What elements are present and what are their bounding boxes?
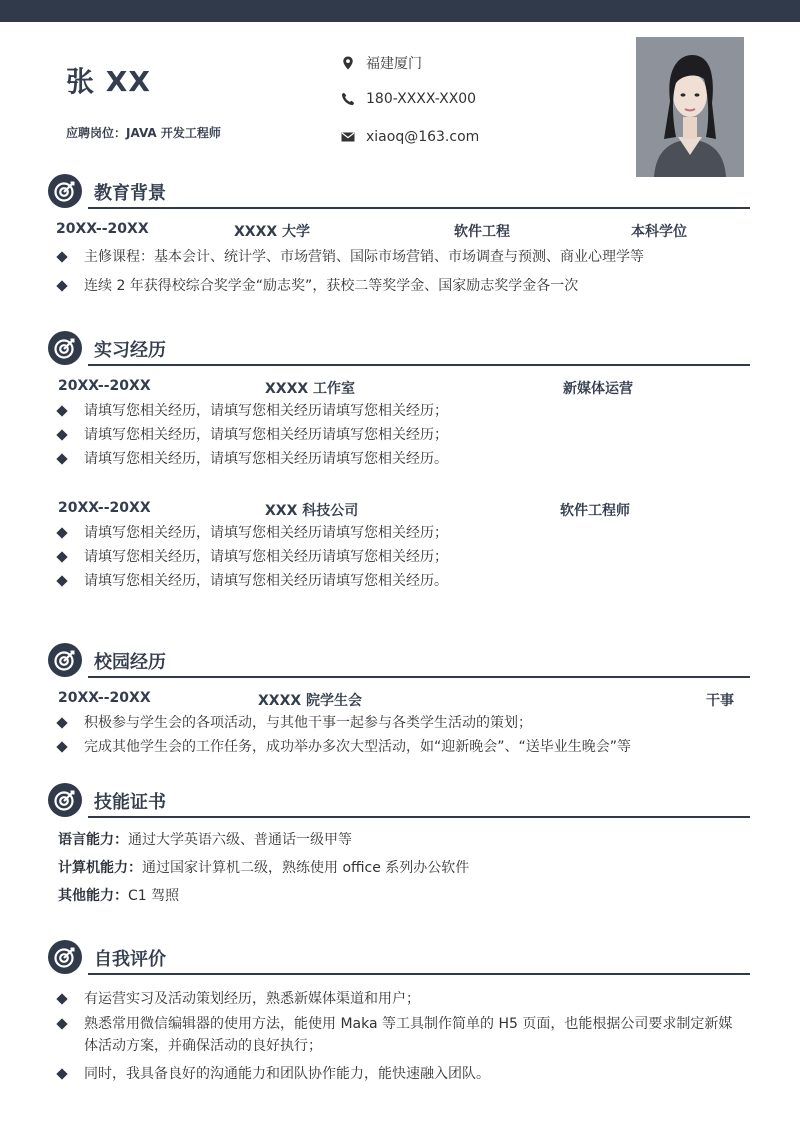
- section-divider: [88, 207, 750, 209]
- campus-org: XXXX 院学生会: [258, 693, 363, 709]
- list-item: 请填写您相关经历，请填写您相关经历请填写您相关经历。: [58, 448, 724, 470]
- list-item: 请填写您相关经历，请填写您相关经历请填写您相关经历；: [58, 546, 724, 568]
- intern1-org: XXXX 工作室: [265, 381, 356, 397]
- target-icon: [48, 783, 82, 817]
- section-title: 校园经历: [94, 652, 166, 673]
- section-education: [48, 174, 750, 210]
- section-divider: [88, 676, 750, 678]
- applied-position: 应聘岗位：JAVA 开发工程师: [66, 126, 221, 140]
- diamond-bullet-icon: [56, 453, 67, 464]
- list-item: 连续 2 年获得校综合奖学金“励志奖”，获校二等奖学金、国家励志奖学金各一次: [58, 275, 724, 297]
- edu-major: 软件工程: [454, 224, 510, 240]
- list-item: 同时，我具备良好的沟通能力和团队协作能力，能快速融入团队。: [58, 1063, 724, 1085]
- email-icon: [340, 129, 356, 145]
- diamond-bullet-icon: [56, 1068, 67, 1079]
- diamond-bullet-icon: [56, 251, 67, 262]
- location-pin-icon: [340, 55, 356, 71]
- edu-degree: 本科学位: [631, 224, 687, 240]
- diamond-bullet-icon: [56, 1018, 67, 1029]
- target-icon: [48, 643, 82, 677]
- section-campus: [48, 643, 750, 679]
- section-skills: [48, 783, 750, 819]
- campus-role: 干事: [706, 693, 734, 709]
- list-item: 请填写您相关经历，请填写您相关经历请填写您相关经历；: [58, 424, 724, 446]
- list-item: 请填写您相关经历，请填写您相关经历请填写您相关经历；: [58, 400, 724, 422]
- section-title: 教育背景: [94, 183, 166, 204]
- intern2-period: 20XX--20XX: [58, 500, 151, 516]
- section-internship: [48, 331, 750, 367]
- section-divider: [88, 816, 750, 818]
- skill-language: 语言能力：通过大学英语六级、普通话一级甲等: [58, 832, 352, 848]
- edu-school: XXXX 大学: [234, 224, 311, 240]
- skill-computer: 计算机能力：通过国家计算机二级，熟练使用 office 系列办公软件: [58, 860, 470, 876]
- list-item: 请填写您相关经历，请填写您相关经历请填写您相关经历。: [58, 570, 724, 592]
- profile-photo: [636, 37, 744, 177]
- section-divider: [88, 973, 750, 975]
- candidate-name: 张 XX: [66, 65, 151, 98]
- target-icon: [48, 940, 82, 974]
- diamond-bullet-icon: [56, 993, 67, 1004]
- phone-text: 180-XXXX-XX00: [366, 91, 477, 107]
- list-item: 主修课程：基本会计、统计学、市场营销、国际市场营销、市场调查与预测、商业心理学等: [58, 246, 724, 268]
- section-divider: [88, 364, 750, 366]
- target-icon: [48, 331, 82, 365]
- diamond-bullet-icon: [56, 575, 67, 586]
- top-bar: [0, 0, 800, 22]
- list-item: 请填写您相关经历，请填写您相关经历请填写您相关经历；: [58, 522, 724, 544]
- diamond-bullet-icon: [56, 527, 67, 538]
- contact-location: [340, 53, 422, 73]
- location-text: 福建厦门: [366, 56, 422, 72]
- intern2-role: 软件工程师: [560, 503, 630, 519]
- intern1-period: 20XX--20XX: [58, 378, 151, 394]
- diamond-bullet-icon: [56, 405, 67, 416]
- contact-email: [340, 129, 479, 145]
- contact-phone: [340, 91, 476, 107]
- skill-other: 其他能力：C1 驾照: [58, 888, 180, 904]
- diamond-bullet-icon: [56, 280, 67, 291]
- diamond-bullet-icon: [56, 429, 67, 440]
- section-title: 实习经历: [94, 340, 166, 361]
- phone-icon: [340, 91, 356, 107]
- section-title: 自我评价: [94, 949, 166, 970]
- list-item: 有运营实习及活动策划经历，熟悉新媒体渠道和用户；: [58, 988, 724, 1010]
- section-self-eval: [48, 940, 750, 976]
- intern1-role: 新媒体运营: [563, 381, 633, 397]
- intern2-org: XXX 科技公司: [265, 503, 359, 519]
- diamond-bullet-icon: [56, 551, 67, 562]
- list-item: 积极参与学生会的各项活动，与其他干事一起参与各类学生活动的策划；: [58, 712, 724, 734]
- campus-period: 20XX--20XX: [58, 690, 151, 706]
- diamond-bullet-icon: [56, 741, 67, 752]
- email-text: xiaoq@163.com: [366, 129, 480, 145]
- list-item: 完成其他学生会的工作任务，成功举办多次大型活动，如“迎新晚会”、“送毕业生晚会”等: [58, 736, 724, 758]
- list-item: 熟悉常用微信编辑器的使用方法，能使用 Maka 等工具制作简单的 H5 页面，也能根据公司要求制定新媒体活动方案，并确保活动的良好执行；: [58, 1013, 744, 1057]
- diamond-bullet-icon: [56, 717, 67, 728]
- target-icon: [48, 174, 82, 208]
- section-title: 技能证书: [94, 792, 166, 813]
- edu-period: 20XX--20XX: [56, 221, 149, 237]
